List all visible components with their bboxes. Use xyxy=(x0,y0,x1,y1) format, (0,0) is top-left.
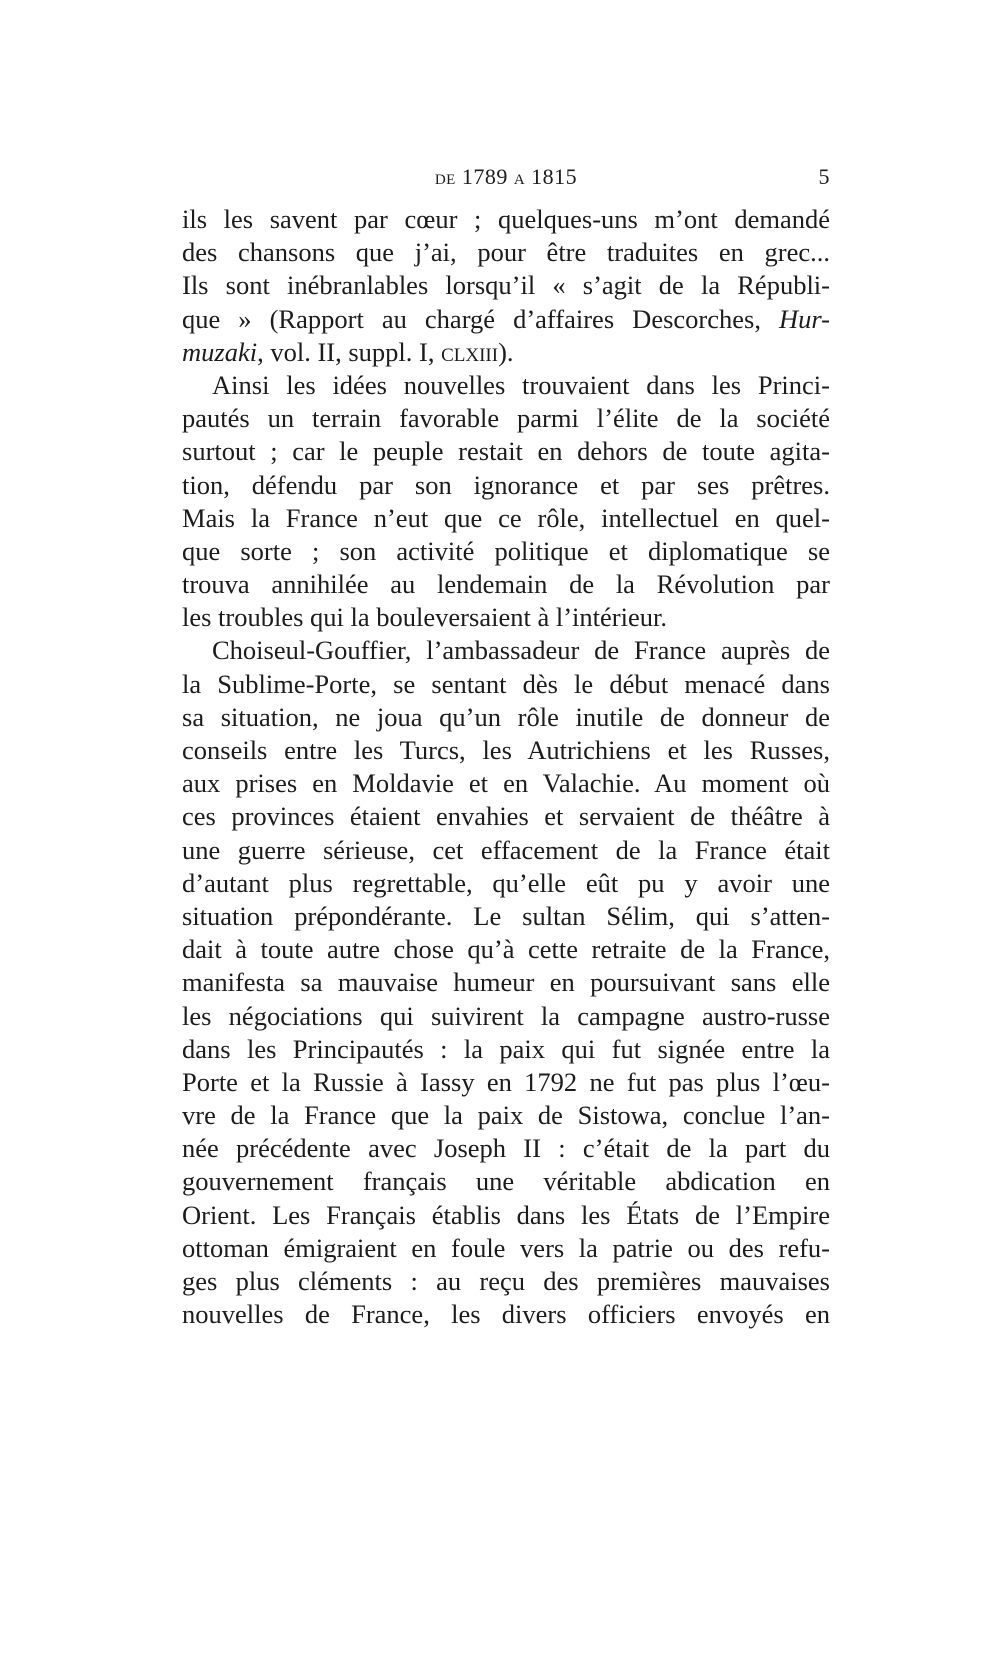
text-line: une guerre sérieuse, cet effacement de la France était xyxy=(182,834,830,865)
text-line: conseils entre les Turcs, les Autrichiens et les Russes, xyxy=(182,735,830,765)
text-segment: ). xyxy=(498,336,514,367)
text-line: d’autant plus regrettable, qu’elle eût pu y avoir une xyxy=(182,867,830,898)
text-line xyxy=(182,303,830,336)
text-line: gouvernement français une véritable abdication en xyxy=(182,1166,830,1197)
italic-segment: muzaki xyxy=(182,336,258,367)
text-line xyxy=(182,336,830,369)
text-line: Orient. Les Français établis dans les États de l’Empire xyxy=(182,1199,830,1230)
text-line: manifesta sa mauvaise humeur en poursuivant sans elle xyxy=(182,967,830,998)
text-segment: , vol. II, suppl. I, xyxy=(257,336,442,367)
text-line: nouvelles de France, les divers officiers envoyés en xyxy=(182,1299,830,1330)
text-line: la Sublime-Porte, se sentant dès le début menacé dans xyxy=(182,668,830,699)
text-line: situation prépondérante. Le sultan Sélim, qui s’atten- xyxy=(182,900,830,931)
text-line: aux prises en Moldavie et en Valachie. Au moment où xyxy=(182,768,830,799)
text-line: ottoman émigraient en foule vers la patrie ou des refu- xyxy=(182,1232,830,1263)
text-line: surtout ; car le peuple restait en dehors de toute agita- xyxy=(182,436,830,467)
running-head xyxy=(182,164,830,194)
running-title-years: 1789 xyxy=(455,164,514,189)
text-line: sa situation, ne joua qu’un rôle inutile de donneur de xyxy=(182,701,830,732)
text-line: des chansons que j’ai, pour être traduites en grec... xyxy=(182,237,830,268)
text-line: ces provinces étaient envahies et servaient de théâtre à xyxy=(182,801,830,832)
running-title-a: a xyxy=(513,164,526,189)
text-line: Porte et la Russie à Iassy en 1792 ne fut pas plus l’œu- xyxy=(182,1066,830,1097)
text-line: tion, défendu par son ignorance et par ses prêtres. xyxy=(182,469,830,500)
text-line: que sorte ; son activité politique et diplomatique se xyxy=(182,535,830,566)
small-caps-segment: clxiii xyxy=(441,336,499,367)
body-text xyxy=(182,203,830,1331)
text-line: dait à toute autre chose qu’à cette retraite de la France, xyxy=(182,934,830,965)
text-line: dans les Principautés : la paix qui fut signée entre la xyxy=(182,1033,830,1064)
italic-segment: Hur- xyxy=(760,303,830,334)
text-line: pautés un terrain favorable parmi l’élite de la société xyxy=(182,403,830,434)
running-title xyxy=(182,164,830,190)
page-number: 5 xyxy=(818,164,830,189)
text-line: vre de la France que la paix de Sistowa, conclue l’an- xyxy=(182,1100,830,1131)
text-line: Ainsi les idées nouvelles trouvaient dans les Princi- xyxy=(212,369,830,400)
text-line: ils les savent par cœur ; quelques-uns m’ont demandé xyxy=(182,204,830,234)
text-line: Choiseul-Gouffier, l’ambassadeur de France auprès de xyxy=(212,635,830,666)
text-line: née précédente avec Joseph II : c’était de la part du xyxy=(182,1133,830,1164)
text-line: trouva annihilée au lendemain de la Révolution par xyxy=(182,569,830,600)
text-segment: que » (Rapport au chargé d’affaires Descorches, xyxy=(182,303,761,334)
running-title-end-year: 1815 xyxy=(525,164,578,189)
text-line: Mais la France n’eut que ce rôle, intellectuel en quel- xyxy=(182,502,830,533)
text-line: les troubles qui la bouleversaient à l’intérieur. xyxy=(182,602,667,633)
text-line: Ils sont inébranlables lorsqu’il « s’agit de la Républi- xyxy=(182,270,830,301)
text-line: ges plus cléments : au reçu des premières mauvaises xyxy=(182,1266,830,1296)
running-title-prefix: de xyxy=(434,164,456,189)
text-line: les négociations qui suivirent la campagne austro-russe xyxy=(182,1000,830,1031)
